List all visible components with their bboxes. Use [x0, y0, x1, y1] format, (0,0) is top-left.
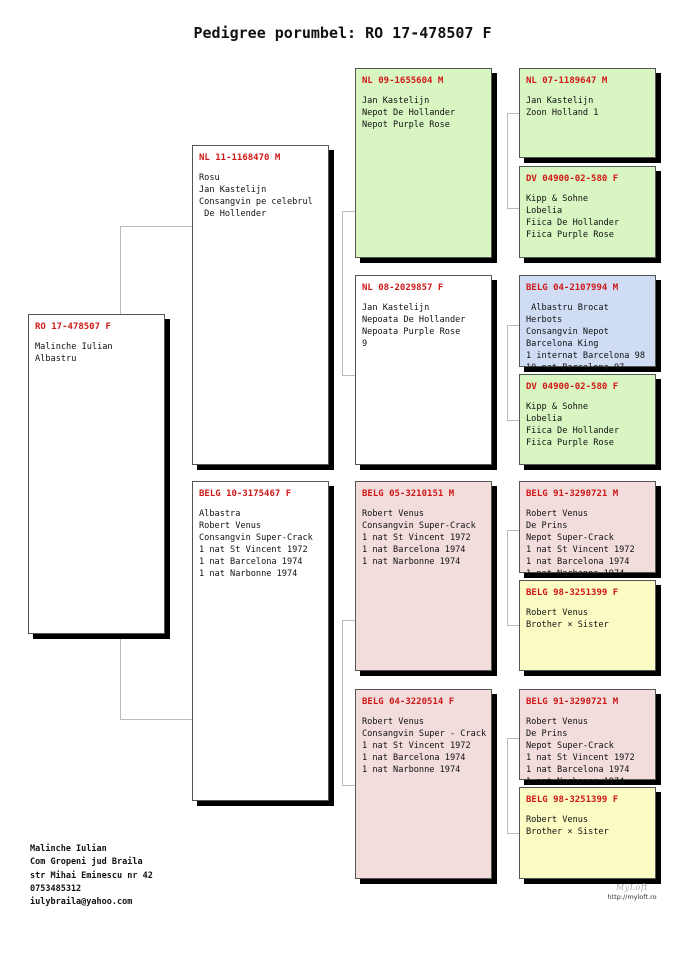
info-line: Zoon Holland 1 — [526, 108, 599, 118]
info-line: Robert Venus — [362, 717, 425, 727]
info-line: Consangvin Super-Crack — [199, 533, 313, 543]
info-line: 1 nat Narbonne 1974 — [199, 569, 298, 579]
ring-number: NL 07-1189647 M — [526, 76, 608, 86]
info-line: Nepot Super-Crack — [526, 533, 614, 543]
info-line: De Prins — [526, 729, 568, 739]
connector — [342, 211, 343, 375]
pigeon-card-sire-dam[interactable] — [355, 275, 492, 465]
info-line: Malinche Iulian — [35, 342, 113, 352]
info-line: Rosu — [199, 173, 220, 183]
connector — [507, 833, 519, 834]
owner-info — [30, 843, 153, 909]
info-line: 1 nat St Vincent 1972 — [199, 545, 308, 555]
info-line: Jan Kastelijn — [526, 96, 594, 106]
info-line: Consangvin pe celebrul — [199, 197, 313, 207]
info-line: Consangvin Nepot — [526, 327, 609, 337]
info-line: 1 nat Narbonne 1974 — [526, 569, 625, 579]
info-line: Consangvin Super - Crack — [362, 729, 487, 739]
connector — [342, 620, 355, 621]
info-line: Lobelia — [526, 414, 563, 424]
myloft-logo — [606, 883, 658, 901]
info-line: 9 — [362, 339, 368, 349]
pigeon-card-subject[interactable] — [28, 314, 165, 634]
pigeon-card-dam-sire[interactable] — [355, 481, 492, 671]
info-line: 1 nat St Vincent 1972 — [526, 753, 635, 763]
info-line: Albastru — [35, 354, 77, 364]
pigeon-card-dsd[interactable] — [519, 580, 656, 671]
info-line: 1 nat Barcelona 1974 — [362, 753, 466, 763]
connector — [342, 785, 355, 786]
ring-number: DV 04900-02-580 F — [526, 174, 619, 184]
connector — [342, 211, 355, 212]
ring-number: BELG 04-2107994 M — [526, 283, 619, 293]
connector — [507, 738, 519, 739]
connector — [507, 530, 508, 625]
pigeon-card-sds[interactable] — [519, 275, 656, 373]
pigeon-card-dam[interactable] — [192, 481, 329, 801]
ring-number: DV 04900-02-580 F — [526, 382, 619, 392]
logo-mark: MyLoft — [615, 883, 648, 892]
pigeon-card-ssd[interactable] — [519, 166, 656, 258]
owner-phone: 0753485312 — [30, 883, 82, 894]
info-line: Robert Venus — [526, 815, 589, 825]
connector — [507, 530, 519, 531]
connector — [507, 113, 508, 208]
info-line: De Hollender — [199, 209, 267, 219]
owner-email: iulybraila@yahoo.com — [30, 897, 133, 908]
info-line: Robert Venus — [199, 521, 262, 531]
ring-number: BELG 91-3290721 M — [526, 489, 619, 499]
page-title: Pedigree porumbel: RO 17-478507 F — [193, 24, 492, 42]
info-line: Kipp & Sohne — [526, 402, 589, 412]
connector — [507, 325, 519, 326]
info-line: 1 nat Narbonne 1974 — [362, 765, 461, 775]
info-line: Nepoata De Hollander — [362, 315, 466, 325]
info-line: Jan Kastelijn — [199, 185, 267, 195]
pigeon-card-dss[interactable] — [519, 481, 656, 579]
ring-number: NL 11-1168470 M — [199, 153, 281, 163]
info-line: Kipp & Sohne — [526, 194, 589, 204]
ring-number: NL 09-1655604 M — [362, 76, 444, 86]
ring-number: NL 08-2029857 F — [362, 283, 444, 293]
info-line: 1 nat Barcelona 1974 — [526, 765, 630, 775]
info-line: 1 nat Narbonne 1974 — [362, 557, 461, 567]
pigeon-card-sire[interactable] — [192, 145, 329, 465]
info-line: 1 nat St Vincent 1972 — [526, 545, 635, 555]
connector — [507, 113, 519, 114]
info-line: 1 nat St Vincent 1972 — [362, 741, 471, 751]
info-line: 1 internat Barcelona 98 — [526, 351, 645, 361]
pigeon-card-dam-dam[interactable] — [355, 689, 492, 879]
info-line: 1 nat St Vincent 1972 — [362, 533, 471, 543]
info-line: Jan Kastelijn — [362, 96, 430, 106]
info-line: Albastra — [199, 509, 241, 519]
connector — [507, 325, 508, 420]
info-line: Robert Venus — [526, 717, 589, 727]
info-line: Herbots — [526, 315, 563, 325]
pigeon-card-dds[interactable] — [519, 689, 656, 787]
ring-number: BELG 91-3290721 M — [526, 697, 619, 707]
info-line: Robert Venus — [362, 509, 425, 519]
info-line: Fiica De Hollander — [526, 218, 620, 228]
info-line: 1 nat Barcelona 1974 — [362, 545, 466, 555]
ring-number: RO 17-478507 F — [35, 322, 111, 332]
pigeon-card-sdd[interactable] — [519, 374, 656, 465]
info-line: 10 nat Barcelona 97 — [526, 363, 625, 373]
pigeon-card-sire-sire[interactable] — [355, 68, 492, 258]
info-line: Nepot De Hollander — [362, 108, 456, 118]
ring-number: BELG 98-3251399 F — [526, 795, 619, 805]
connector — [507, 420, 519, 421]
connector — [120, 226, 193, 227]
info-line: Brother × Sister — [526, 827, 609, 837]
info-line: Nepot Purple Rose — [362, 120, 450, 130]
ring-number: BELG 10-3175467 F — [199, 489, 292, 499]
ring-number: BELG 98-3251399 F — [526, 588, 619, 598]
owner-address-line: Com Gropeni jud Braila — [30, 857, 143, 868]
info-line: Nepot Super-Crack — [526, 741, 614, 751]
info-line: Albastru Brocat — [526, 303, 609, 313]
info-line: Fiica De Hollander — [526, 426, 620, 436]
info-line: 1 nat Barcelona 1974 — [199, 557, 303, 567]
info-line: Nepoata Purple Rose — [362, 327, 461, 337]
info-line: Fiica Purple Rose — [526, 438, 614, 448]
connector — [120, 719, 193, 720]
ring-number: BELG 04-3220514 F — [362, 697, 455, 707]
ring-number: BELG 05-3210151 M — [362, 489, 455, 499]
info-line: Fiica Purple Rose — [526, 230, 614, 240]
info-line: Robert Venus — [526, 509, 589, 519]
connector — [507, 738, 508, 833]
info-line: 1 nat Narbonne 1974 — [526, 777, 625, 787]
info-line: Lobelia — [526, 206, 563, 216]
owner-address-line: str Mihai Eminescu nr 42 — [30, 870, 153, 881]
info-line: Jan Kastelijn — [362, 303, 430, 313]
connector — [342, 620, 343, 785]
info-line: Robert Venus — [526, 608, 589, 618]
info-line: Consangvin Super-Crack — [362, 521, 476, 531]
pigeon-card-sss[interactable] — [519, 68, 656, 158]
info-line: De Prins — [526, 521, 568, 531]
pigeon-card-ddd[interactable] — [519, 787, 656, 879]
info-line: Barcelona King — [526, 339, 599, 349]
connector — [507, 208, 519, 209]
logo-url[interactable]: http://myloft.ro — [607, 893, 657, 901]
connector — [507, 625, 519, 626]
info-line: 1 nat Barcelona 1974 — [526, 557, 630, 567]
info-line: Brother × Sister — [526, 620, 609, 630]
owner-name: Malinche Iulian — [30, 844, 107, 854]
connector — [342, 375, 355, 376]
